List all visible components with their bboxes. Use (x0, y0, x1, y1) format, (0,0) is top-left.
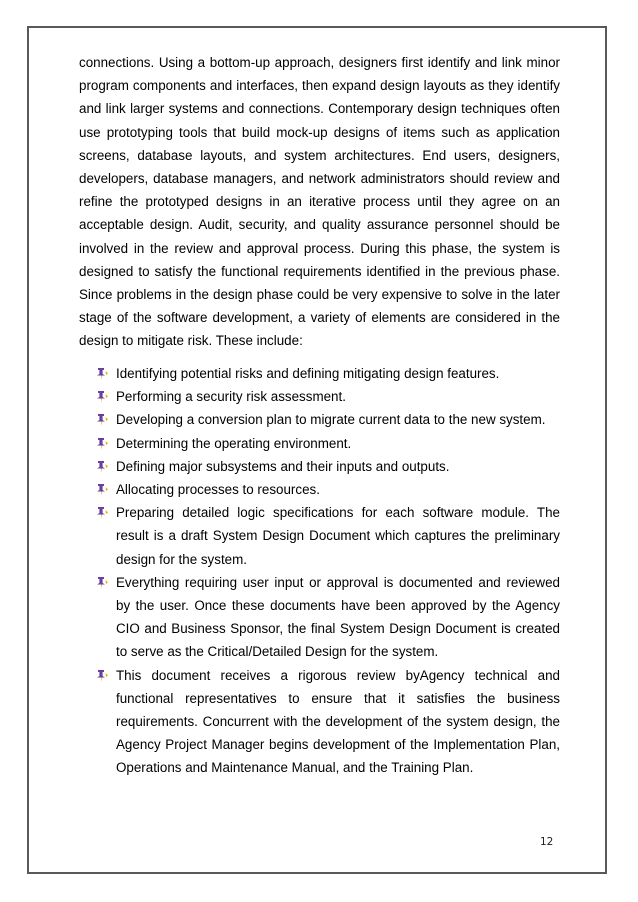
bullet-text: Developing a conversion plan to migrate current data to the new system. (116, 412, 546, 428)
push-pin-icon (94, 667, 110, 683)
bullet-text: Everything requiring user input or approval is documented and reviewed by the user. Once these documents have been approved by the Agency CIO and Business Sponsor, the final System Design Document is created to serve as the Critical/Detailed Design for the system. (116, 574, 560, 660)
list-item (94, 664, 560, 780)
bullet-text: Identifying potential risks and defining mitigating design features. (116, 366, 500, 381)
push-pin-icon (94, 504, 110, 520)
list-item (94, 432, 560, 455)
push-pin-icon (94, 574, 110, 590)
bullet-text: This document receives a rigorous review byAgency technical and functional representatives to ensure that it satisfies the business requirements. Concurrent with the development of the system design, the Agency Project Manager begins development of the Implementation Plan, Operations and Maintenance Manual, and the Training Plan. (116, 667, 560, 776)
list-item (94, 385, 560, 408)
list-item (94, 455, 560, 478)
list-item (94, 362, 560, 385)
bullet-text: Preparing detailed logic specifications for each software module. The result is a draft System Design Document which captures the preliminary design for the system. (116, 505, 560, 567)
push-pin-icon (94, 458, 110, 474)
bullet-list (94, 362, 560, 780)
bullet-text: Determining the operating environment. (116, 435, 352, 451)
page-number: 12 (540, 836, 554, 848)
bullet-text: Allocating processes to resources. (116, 482, 320, 498)
list-item (94, 571, 560, 664)
list-item (94, 408, 560, 431)
list-item (94, 478, 560, 501)
push-pin-icon (94, 435, 110, 451)
push-pin-icon (94, 411, 110, 427)
bullet-text: Performing a security risk assessment. (116, 389, 346, 405)
bullet-text: Defining major subsystems and their inputs and outputs. (116, 458, 450, 474)
push-pin-icon (94, 481, 110, 497)
list-item (94, 501, 560, 571)
push-pin-icon (94, 365, 110, 381)
push-pin-icon (94, 388, 110, 404)
body-paragraph: connections. Using a bottom-up approach, designers first identify and link minor program components and interfaces, then expand design layouts as they identify and link larger systems and connections. Contemporary design techniques often use prototyping tools that build mock-up designs of items such as application screens, database layouts, and system architectures. End users, designers, developers, database managers, and network administrators should review and refine the prototyped designs in an iterative process until they agree on an acceptable design. Audit, security, and quality assurance personnel should be involved in the review and approval process. During this phase, the system is designed to satisfy the functional requirements identified in the previous phase. Since problems in the design phase could be very expensive to solve in the later stage of the software development, a variety of elements are considered in the design to mitigate risk. These include: (79, 55, 560, 349)
